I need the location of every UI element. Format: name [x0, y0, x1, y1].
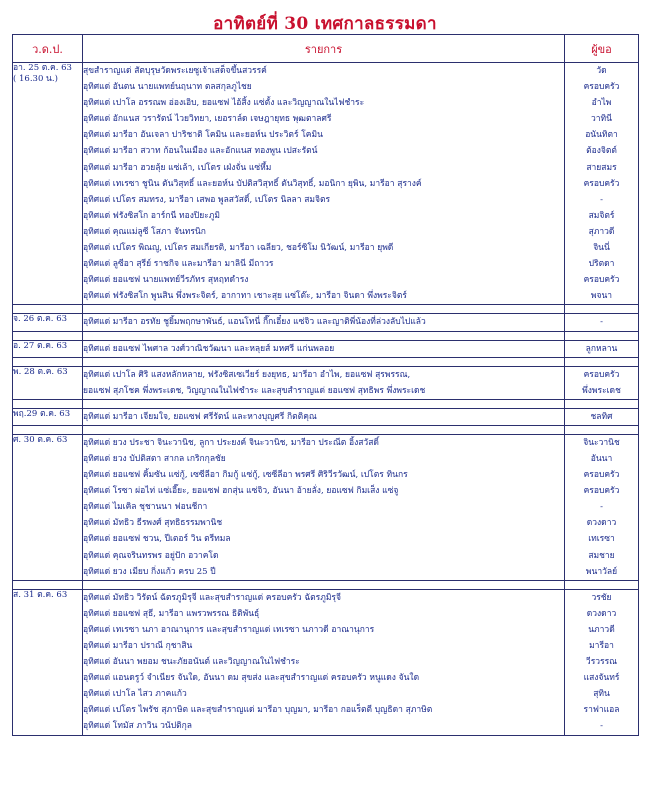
date-text: พ. 28 ต.ค. 63: [13, 366, 68, 377]
date-cell: [13, 408, 83, 425]
table-row: [13, 340, 639, 357]
date-column-header: ว.ด.ป.: [13, 35, 83, 63]
requester-name: -: [600, 502, 603, 513]
date-cell: [13, 340, 83, 357]
intention-item: อุทิศแด่ ยอแซฟ สุธี, มารีอา แพรวพรรณ ธิติพันธุ์: [83, 608, 260, 619]
requester-name: แสงจันทร์: [583, 673, 620, 684]
intention-item: อุทิศแด่ มารีอา อันเจลา ปาริชาติ โคมิน และยอห์น ประวิตร์ โคมิน: [83, 130, 323, 141]
date-text: จ. 26 ต.ค. 63: [13, 314, 68, 325]
intention-item: อุทิศแด่ มารีอา เจียมใจ, ยอแซฟ ศรีรัตน์ และหางบุญศรี กิตติคุณ: [83, 411, 317, 422]
requester-name: ราฟาแอล: [583, 705, 620, 716]
requester-cell: [565, 366, 639, 399]
section-spacer: [13, 425, 639, 434]
intention-item: อุทิศแด่ ยอแซฟ ชวน, ปีเตอร์ วิน ตรีทมล: [83, 534, 231, 545]
requester-name: สายสมร: [586, 162, 617, 173]
requester-name: อันนา: [590, 453, 613, 464]
requester-name: อำไพ: [591, 98, 612, 109]
requester-name: พนาวัลย์: [585, 566, 618, 577]
intention-item: อุทิศแด่ ฟรังซิสโก อาร์กนี ทองปิยะภูมิ: [83, 210, 221, 221]
section-spacer: [13, 305, 639, 314]
intention-item: อุทิศแด่ ยวง ประชา จินะวานิช, ลูกา ประยงค์ จินะวานิช, มารีอา ประณีต อิ้งสวัสดิ์: [83, 437, 379, 448]
date-text: ส. 31 ต.ค. 63: [13, 589, 68, 600]
date-cell: [13, 366, 83, 399]
intention-item: อุทิศแด่ มัทธิว ธีรพงศ์ สุทธิธรรมพานิช: [83, 518, 223, 529]
intention-item: อุทิศแด่ เทเรซา นภา อาณานุการ และสุขสำราญแด่ เทเรซา นภาวดี อาณานุการ: [83, 624, 375, 635]
section-spacer: [13, 331, 639, 340]
requester-name: นภาวดี: [588, 624, 615, 635]
intention-item: อุทิศแด่ คุณจรินทรพร อยู่ปัก อวาคโด: [83, 550, 219, 561]
requester-name: ครอบครัว: [583, 82, 620, 93]
requester-name: อนันทิตา: [585, 130, 618, 141]
intention-item: อุทิศแด่ ยวง เมียบ กิ่งแก้ว ครบ 25 ปี: [83, 566, 216, 577]
requester-name: ครอบครัว: [583, 275, 620, 286]
requester-name: ดวงดาว: [586, 608, 617, 619]
requester-name: จินะวานิช: [583, 437, 620, 448]
table-header-row: [13, 35, 639, 63]
table-row: [13, 589, 639, 735]
requester-name: วรชัย: [591, 592, 612, 603]
intention-item: อุทิศแด่ เปาโล ศิริ แสงหลักหลาย, ฟรังซิสเซเวียร์ ยงยุทธ, มารีอา อำไพ, ยอแซฟ สุรพรรณ,: [83, 369, 411, 380]
items-cell: [83, 589, 565, 735]
intention-item: อุทิศแด่ ไมเคิล ชุชานนา ฟอนชีกา: [83, 502, 208, 513]
items-cell: [83, 366, 565, 399]
items-cell: [83, 434, 565, 580]
intention-item: อุทิศแด่ เปาโล ไสว ภาคแก้ว: [83, 689, 187, 700]
date-cell: [13, 63, 83, 305]
intention-item: อุทิศแด่ ยอแซฟ ไพศาล วงศ์วาณิชวัฒนา และหลุยส์ มหศรี แก่นพลอย: [83, 343, 335, 354]
intention-item: อุทิศแด่ โรซา ผ่อไท่ แซ่เอี๊ยะ, ยอแซฟ ฮกสุ่น แซ่จิว, อันนา อ้ายลั่ง, ยอแซฟ กิมเส็ง แซ่จู: [83, 486, 399, 497]
intention-item: สุขสำราญแด่ สัตบุรุษวัดพระเยซูเจ้าเสด็จขึ้นสวรรค์: [83, 66, 267, 76]
requester-name: -: [600, 317, 603, 328]
requester-cell: [565, 314, 639, 331]
requester-name: วีรวรรณ: [585, 657, 618, 668]
section-spacer: [13, 399, 639, 408]
date-text: อา. 25 ต.ค. 63: [13, 63, 72, 73]
requester-name: ต้องจิตต์: [586, 146, 617, 157]
requester-cell: [565, 340, 639, 357]
requester-cell: [565, 63, 639, 305]
intention-item: อุทิศแด่ มารีอา อรทัย ชูยิ้มพฤกษาพันธ์, แอนโทนี่ กี๊กเอี๋ยง แซ่จิว และญาติพี่น้องที่ล่วงลับไปแล้ว: [83, 317, 426, 328]
requester-name: เทเรซา: [588, 534, 615, 545]
requester-cell: [565, 589, 639, 735]
requester-name: ดวงดาว: [586, 518, 617, 529]
requester-name: สมชาย: [588, 550, 615, 561]
mass-intention-table: [12, 34, 639, 736]
requester-name: ครอบครัว: [583, 369, 620, 380]
intention-item: อุทิศแด่ เปโตร ไพรัช สุภาษิต และสุขสำราญแด่ มารีอา บุญมา, มารีอา กอแร็ตตี บุญธิดา สุภาษิต: [83, 705, 433, 716]
requester-name: ครอบครัว: [583, 486, 620, 497]
intention-item: อุทิศแด่ เปโตร สมทรง, มารีอา เสพอ พูลสวัสดิ์, เปโตร นิลลา สมจิตร: [83, 194, 331, 205]
requester-name: พจนา: [590, 291, 613, 302]
requester-name: ครอบครัว: [583, 178, 620, 189]
requester-name: สุทิน: [593, 689, 610, 700]
requester-name: วาทินี: [591, 114, 612, 125]
intention-item: อุทิศแด่ เปาโล อรรณพ อ่องเอิบ, ยอแซฟ ไอ้สิ้ง แซ่ตั้ง และวิญญาณในไฟชำระ: [83, 98, 365, 109]
requester-name: ลูกหลาน: [585, 343, 618, 354]
page-title: อาทิตย์ที่ 30 เทศกาลธรรมดา: [213, 14, 437, 34]
requester-cell: [565, 434, 639, 580]
requester-name: วัด: [596, 66, 607, 76]
requester-name: ครอบครัว: [583, 470, 620, 481]
requester-name: -: [600, 194, 603, 205]
requester-cell: [565, 408, 639, 425]
date-text: ( 16.30 น.): [13, 74, 58, 85]
requester-name: สมจิตร์: [588, 210, 615, 221]
intention-item: อุทิศแด่ ลูซีอา สุรีย์ ราชกิจ และมารีอา มาลินี มีถาวร: [83, 259, 274, 270]
intention-item: อุทิศแด่ มัทธิว วิรัตน์ ฉัตรภูมิรุจี และสุขสำราญแด่ ครอบครัว ฉัตรภูมิรุจี: [83, 592, 341, 603]
requester-name: -: [600, 721, 603, 732]
date-cell: [13, 434, 83, 580]
date-cell: [13, 314, 83, 331]
section-spacer: [13, 580, 639, 589]
intention-item: อุทิศแด่ อันตน นายแพทย์นฤนาท ตลสกุลภูไชย: [83, 82, 252, 93]
table-row: [13, 434, 639, 580]
table-row: [13, 366, 639, 399]
intention-item: อุทิศแด่ ฟรังซิสโก พูนสิน พึ่งพระจิตร์, อากาทา เชาะสุย แซ่โต๊ะ, มารีอา จินดา พึ่งพระจิตร์: [83, 291, 407, 302]
date-text: อ. 27 ต.ค. 63: [13, 340, 68, 351]
items-cell: [83, 408, 565, 425]
items-cell: [83, 340, 565, 357]
date-text: ศ. 30 ต.ค. 63: [13, 434, 68, 445]
requester-name: ปริตดา: [588, 259, 615, 270]
table-body: [13, 63, 639, 736]
table-row: [13, 63, 639, 305]
intention-item: อุทิศแด่ เทเรซา ชูนิน ตันวิสุทธิ์ และยอห์น บัปติสวิสุทธิ์ ตันวิสุทธิ์, มอนิกา ยุพิน, มารีอา สุรางค์: [83, 178, 422, 189]
intention-item: อุทิศแด่ แอนดรูว์ จำเนียร จันใด, อันนา ดม สุขส่ง และสุขสำราญแด่ ครอบครัว หนูแดง จันใด: [83, 673, 420, 684]
intention-item: อุทิศแด่ มารีอา ฮวยลุ้ย แซ่เล้า, เปโตร เฝ่งจั่น แซ่หึ้ม: [83, 162, 272, 173]
requester-name: ชลทิศ: [590, 411, 613, 422]
date-text: พฤ.29 ต.ค. 63: [13, 408, 71, 419]
items-cell: [83, 314, 565, 331]
date-cell: [13, 589, 83, 735]
intention-item: ยอแซฟ สุภโชค พึ่งพระเดช, วิญญาณในไฟชำระ และสุขสำราญแด่ ยอแซฟ สุทธิพร พึ่งพระเดช: [83, 385, 426, 396]
intention-item: อุทิศแด่ เปโตร พิณญู, เปโตร สมเกียรติ, มารีอา เฉลียว, ชอร์ซิโม นิวัฒน์, มารีอา ยุพดี: [83, 243, 394, 254]
intention-item: อุทิศแด่ โทมัส ภาวิน วนัปติกุล: [83, 721, 192, 732]
requester-name: พึ่งพระเดช: [582, 385, 621, 396]
intention-item: อุทิศแด่ ยอแซฟ นายแพทย์วีรภัทร สุหฤทดำรง: [83, 275, 249, 286]
requester-name: จินนี่: [593, 243, 610, 254]
requester-name: มารีอา: [589, 641, 614, 651]
table-row: [13, 408, 639, 425]
items-column-header: รายการ: [83, 35, 565, 63]
intention-item: อุทิศแด่ ยอแซฟ คิ้มซัน แซ่กู้, เซซีลีอา กิมกู้ แซ่กู้, เซซีลีอา พรศรี ศิริวีรวัฒน์, เปโตร ทินกร: [83, 470, 408, 481]
intention-item: อุทิศแด่ มารีอา สวาท ก้อนในเมือง และอักแนส ทองพูน เปสะรัตน์: [83, 146, 318, 157]
table-row: [13, 314, 639, 331]
intention-item: อุทิศแด่ ยวง บัปติสตา สากล เกริกกุลชัย: [83, 453, 226, 464]
section-spacer: [13, 357, 639, 366]
intention-item: อุทิศแด่ อันนา พยอม ชนะภัยอนันต์ และวิญญาณในไฟชำระ: [83, 657, 300, 668]
items-cell: [83, 63, 565, 305]
intention-item: อุทิศแด่ คุณแม่ลูซี โสภา จันทรนิก: [83, 226, 206, 237]
requester-column-header: ผู้ขอ: [565, 35, 639, 63]
intention-item: อุทิศแด่ อักแนส วรารัตน์ ไวยวิทยา, เยอราล์ด เจษฎายุทธ พุฒตาลศรี: [83, 114, 332, 125]
requester-name: สุภาวดี: [588, 226, 615, 237]
intention-item: อุทิศแด่ มารีอา ปราณี กุชาสิน: [83, 641, 193, 651]
